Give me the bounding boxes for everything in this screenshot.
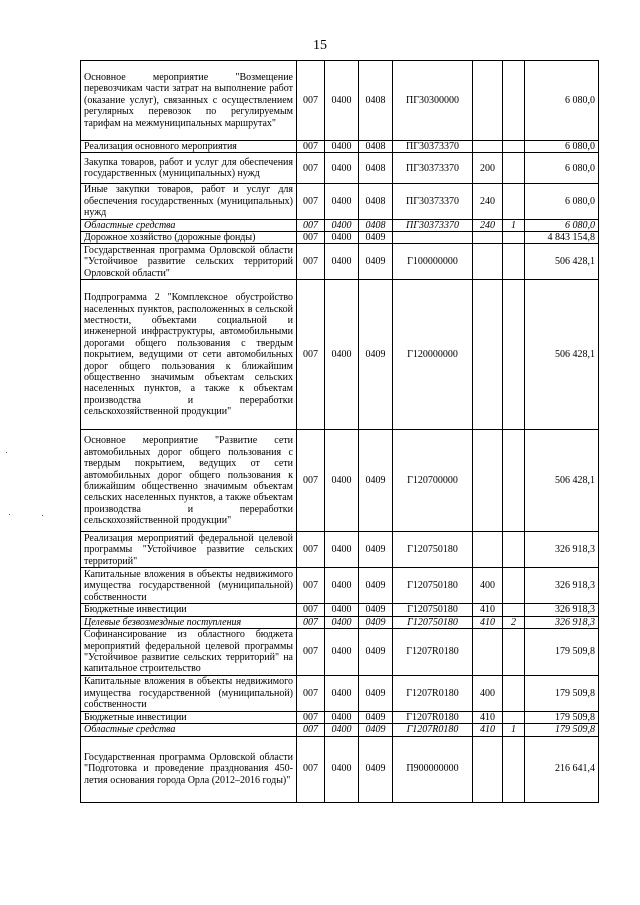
cell-target-article: Г120750180 bbox=[393, 568, 473, 604]
cell-name: Капитальные вложения в объекты недвижимого имущества государственной (муниципальной) собственности bbox=[81, 675, 297, 711]
cell-expense-type: 400 bbox=[473, 675, 503, 711]
table-row bbox=[81, 711, 599, 723]
cell-subsection-code: 0409 bbox=[359, 568, 393, 604]
cell-name: Государственная программа Орловской области "Устойчивое развитие сельских территорий Орловской области" bbox=[81, 244, 297, 280]
table-row bbox=[81, 629, 599, 676]
cell-target-article: Г1207R0180 bbox=[393, 711, 473, 723]
cell-admin-code: 007 bbox=[297, 61, 325, 141]
cell-subsection-code: 0409 bbox=[359, 736, 393, 802]
cell-subsection-code: 0409 bbox=[359, 232, 393, 244]
cell-target-article: Г120750180 bbox=[393, 616, 473, 628]
cell-funding-source bbox=[503, 61, 525, 141]
cell-name: Софинансирование из областного бюджета мероприятий федеральной целевой программы "Устойчивое развитие сельских территорий" на капитальное строительство bbox=[81, 629, 297, 676]
cell-name: Основное мероприятие "Возмещение перевозчикам части затрат на выполнение работ (оказание услуг), связанных с осуществлением регулярных перевозок по регулируемым тарифам на межмуниципальных маршрутах" bbox=[81, 61, 297, 141]
cell-subsection-code: 0408 bbox=[359, 61, 393, 141]
cell-expense-type: 400 bbox=[473, 568, 503, 604]
cell-funding-source bbox=[503, 141, 525, 153]
cell-expense-type: 410 bbox=[473, 724, 503, 736]
cell-amount: 326 918,3 bbox=[525, 532, 599, 568]
table-row bbox=[81, 604, 599, 616]
table-row bbox=[81, 675, 599, 711]
cell-amount: 179 509,8 bbox=[525, 711, 599, 723]
cell-target-article: Г1207R0180 bbox=[393, 724, 473, 736]
cell-target-article: ПГ30373370 bbox=[393, 219, 473, 231]
cell-admin-code: 007 bbox=[297, 430, 325, 532]
cell-section-code: 0400 bbox=[325, 232, 359, 244]
cell-target-article bbox=[393, 232, 473, 244]
page-number: 15 bbox=[313, 38, 327, 53]
cell-subsection-code: 0409 bbox=[359, 280, 393, 430]
cell-expense-type bbox=[473, 532, 503, 568]
cell-name: Дорожное хозяйство (дорожные фонды) bbox=[81, 232, 297, 244]
cell-amount: 6 080,0 bbox=[525, 153, 599, 184]
cell-admin-code: 007 bbox=[297, 532, 325, 568]
cell-admin-code: 007 bbox=[297, 568, 325, 604]
cell-section-code: 0400 bbox=[325, 244, 359, 280]
cell-name: Бюджетные инвестиции bbox=[81, 711, 297, 723]
table-row bbox=[81, 153, 599, 184]
cell-expense-type bbox=[473, 141, 503, 153]
cell-subsection-code: 0408 bbox=[359, 141, 393, 153]
table-body bbox=[81, 61, 599, 803]
cell-section-code: 0400 bbox=[325, 532, 359, 568]
cell-name: Реализация основного мероприятия bbox=[81, 141, 297, 153]
cell-target-article: П900000000 bbox=[393, 736, 473, 802]
cell-name: Подпрограмма 2 "Комплексное обустройство населенных пунктов, расположенных в сельской местности, объектами социальной и инженерной инфраструктуры, автомобильными дорогами общего пользования с твердым покрытием, ведущими от сети автомобильных дорог общего пользования к ближайшим общественно значимым объектам сельских населенных пунктов, а также к объектам производства и переработки сельскохозяйственной продукции" bbox=[81, 280, 297, 430]
cell-admin-code: 007 bbox=[297, 616, 325, 628]
cell-target-article: Г120700000 bbox=[393, 430, 473, 532]
cell-section-code: 0400 bbox=[325, 568, 359, 604]
cell-name: Иные закупки товаров, работ и услуг для обеспечения государственных (муниципальных) нужд bbox=[81, 184, 297, 219]
cell-admin-code: 007 bbox=[297, 604, 325, 616]
margin-mark: · bbox=[5, 447, 8, 457]
cell-name: Закупка товаров, работ и услуг для обеспечения государственных (муниципальных) нужд bbox=[81, 153, 297, 184]
cell-funding-source bbox=[503, 736, 525, 802]
margin-mark: · bbox=[8, 509, 11, 519]
cell-expense-type: 410 bbox=[473, 604, 503, 616]
cell-amount: 179 509,8 bbox=[525, 724, 599, 736]
cell-amount: 326 918,3 bbox=[525, 604, 599, 616]
cell-funding-source: 1 bbox=[503, 219, 525, 231]
cell-expense-type: 410 bbox=[473, 616, 503, 628]
cell-funding-source bbox=[503, 604, 525, 616]
cell-target-article: Г120750180 bbox=[393, 532, 473, 568]
cell-subsection-code: 0408 bbox=[359, 184, 393, 219]
cell-subsection-code: 0409 bbox=[359, 675, 393, 711]
cell-admin-code: 007 bbox=[297, 141, 325, 153]
cell-admin-code: 007 bbox=[297, 711, 325, 723]
cell-section-code: 0400 bbox=[325, 153, 359, 184]
cell-section-code: 0400 bbox=[325, 61, 359, 141]
cell-section-code: 0400 bbox=[325, 604, 359, 616]
cell-admin-code: 007 bbox=[297, 724, 325, 736]
cell-amount: 6 080,0 bbox=[525, 184, 599, 219]
table-row bbox=[81, 184, 599, 219]
cell-expense-type bbox=[473, 61, 503, 141]
margin-mark: · bbox=[41, 510, 44, 520]
cell-name: Государственная программа Орловской области "Подготовка и проведение празднования 450-летия основания города Орла (2012–2016 годы)" bbox=[81, 736, 297, 802]
cell-amount: 179 509,8 bbox=[525, 629, 599, 676]
cell-target-article: ПГ30373370 bbox=[393, 141, 473, 153]
cell-target-article: Г1207R0180 bbox=[393, 629, 473, 676]
cell-funding-source bbox=[503, 184, 525, 219]
cell-name: Областные средства bbox=[81, 724, 297, 736]
cell-amount: 6 080,0 bbox=[525, 219, 599, 231]
cell-funding-source bbox=[503, 568, 525, 604]
cell-amount: 506 428,1 bbox=[525, 244, 599, 280]
cell-subsection-code: 0409 bbox=[359, 532, 393, 568]
cell-section-code: 0400 bbox=[325, 184, 359, 219]
cell-amount: 4 843 154,8 bbox=[525, 232, 599, 244]
cell-section-code: 0400 bbox=[325, 430, 359, 532]
cell-name: Целевые безвозмездные поступления bbox=[81, 616, 297, 628]
cell-funding-source bbox=[503, 675, 525, 711]
cell-funding-source: 1 bbox=[503, 724, 525, 736]
cell-admin-code: 007 bbox=[297, 219, 325, 231]
cell-amount: 179 509,8 bbox=[525, 675, 599, 711]
cell-expense-type: 410 bbox=[473, 711, 503, 723]
cell-target-article: Г120000000 bbox=[393, 280, 473, 430]
cell-subsection-code: 0409 bbox=[359, 616, 393, 628]
cell-amount: 216 641,4 bbox=[525, 736, 599, 802]
cell-funding-source: 2 bbox=[503, 616, 525, 628]
cell-section-code: 0400 bbox=[325, 616, 359, 628]
cell-expense-type bbox=[473, 629, 503, 676]
table-row bbox=[81, 141, 599, 153]
cell-funding-source bbox=[503, 711, 525, 723]
cell-section-code: 0400 bbox=[325, 675, 359, 711]
cell-expense-type bbox=[473, 244, 503, 280]
table-row bbox=[81, 430, 599, 532]
cell-expense-type: 240 bbox=[473, 219, 503, 231]
cell-target-article: Г120750180 bbox=[393, 604, 473, 616]
cell-amount: 6 080,0 bbox=[525, 141, 599, 153]
table-row bbox=[81, 616, 599, 628]
cell-name: Основное мероприятие "Развитие сети автомобильных дорог общего пользования с твердым покрытием, ведущих от сети автомобильных дорог общего пользования к ближайшим общественно значимым объектам сельских населенных пунктов, а также объектам производства и переработки сельскохозяйственной продукции" bbox=[81, 430, 297, 532]
cell-section-code: 0400 bbox=[325, 219, 359, 231]
cell-target-article: ПГ30300000 bbox=[393, 61, 473, 141]
cell-amount: 6 080,0 bbox=[525, 61, 599, 141]
table-row bbox=[81, 244, 599, 280]
cell-subsection-code: 0408 bbox=[359, 153, 393, 184]
cell-expense-type bbox=[473, 430, 503, 532]
cell-admin-code: 007 bbox=[297, 153, 325, 184]
cell-admin-code: 007 bbox=[297, 232, 325, 244]
cell-target-article: ПГ30373370 bbox=[393, 153, 473, 184]
cell-name: Бюджетные инвестиции bbox=[81, 604, 297, 616]
cell-subsection-code: 0409 bbox=[359, 711, 393, 723]
cell-section-code: 0400 bbox=[325, 280, 359, 430]
cell-admin-code: 007 bbox=[297, 629, 325, 676]
cell-subsection-code: 0409 bbox=[359, 604, 393, 616]
cell-admin-code: 007 bbox=[297, 244, 325, 280]
table-row bbox=[81, 280, 599, 430]
cell-section-code: 0400 bbox=[325, 724, 359, 736]
cell-amount: 506 428,1 bbox=[525, 430, 599, 532]
cell-subsection-code: 0409 bbox=[359, 430, 393, 532]
cell-expense-type bbox=[473, 736, 503, 802]
cell-subsection-code: 0408 bbox=[359, 219, 393, 231]
table-row bbox=[81, 61, 599, 141]
cell-funding-source bbox=[503, 244, 525, 280]
cell-expense-type bbox=[473, 280, 503, 430]
cell-admin-code: 007 bbox=[297, 280, 325, 430]
budget-table bbox=[80, 60, 599, 803]
cell-section-code: 0400 bbox=[325, 736, 359, 802]
table-row bbox=[81, 232, 599, 244]
cell-funding-source bbox=[503, 232, 525, 244]
cell-name: Областные средства bbox=[81, 219, 297, 231]
cell-expense-type bbox=[473, 232, 503, 244]
cell-subsection-code: 0409 bbox=[359, 244, 393, 280]
table-row bbox=[81, 219, 599, 231]
cell-name: Реализация мероприятий федеральной целевой программы "Устойчивое развитие сельских территорий" bbox=[81, 532, 297, 568]
table-row bbox=[81, 532, 599, 568]
cell-target-article: Г1207R0180 bbox=[393, 675, 473, 711]
table-row bbox=[81, 724, 599, 736]
cell-subsection-code: 0409 bbox=[359, 724, 393, 736]
cell-funding-source bbox=[503, 532, 525, 568]
cell-admin-code: 007 bbox=[297, 736, 325, 802]
cell-funding-source bbox=[503, 629, 525, 676]
cell-target-article: ПГ30373370 bbox=[393, 184, 473, 219]
cell-funding-source bbox=[503, 430, 525, 532]
cell-section-code: 0400 bbox=[325, 629, 359, 676]
cell-section-code: 0400 bbox=[325, 711, 359, 723]
cell-funding-source bbox=[503, 153, 525, 184]
cell-amount: 326 918,3 bbox=[525, 616, 599, 628]
cell-admin-code: 007 bbox=[297, 675, 325, 711]
cell-section-code: 0400 bbox=[325, 141, 359, 153]
cell-target-article: Г100000000 bbox=[393, 244, 473, 280]
cell-name: Капитальные вложения в объекты недвижимого имущества государственной (муниципальной) собственности bbox=[81, 568, 297, 604]
table-row bbox=[81, 736, 599, 802]
cell-funding-source bbox=[503, 280, 525, 430]
cell-amount: 506 428,1 bbox=[525, 280, 599, 430]
cell-expense-type: 240 bbox=[473, 184, 503, 219]
cell-expense-type: 200 bbox=[473, 153, 503, 184]
cell-admin-code: 007 bbox=[297, 184, 325, 219]
table-row bbox=[81, 568, 599, 604]
cell-amount: 326 918,3 bbox=[525, 568, 599, 604]
cell-subsection-code: 0409 bbox=[359, 629, 393, 676]
